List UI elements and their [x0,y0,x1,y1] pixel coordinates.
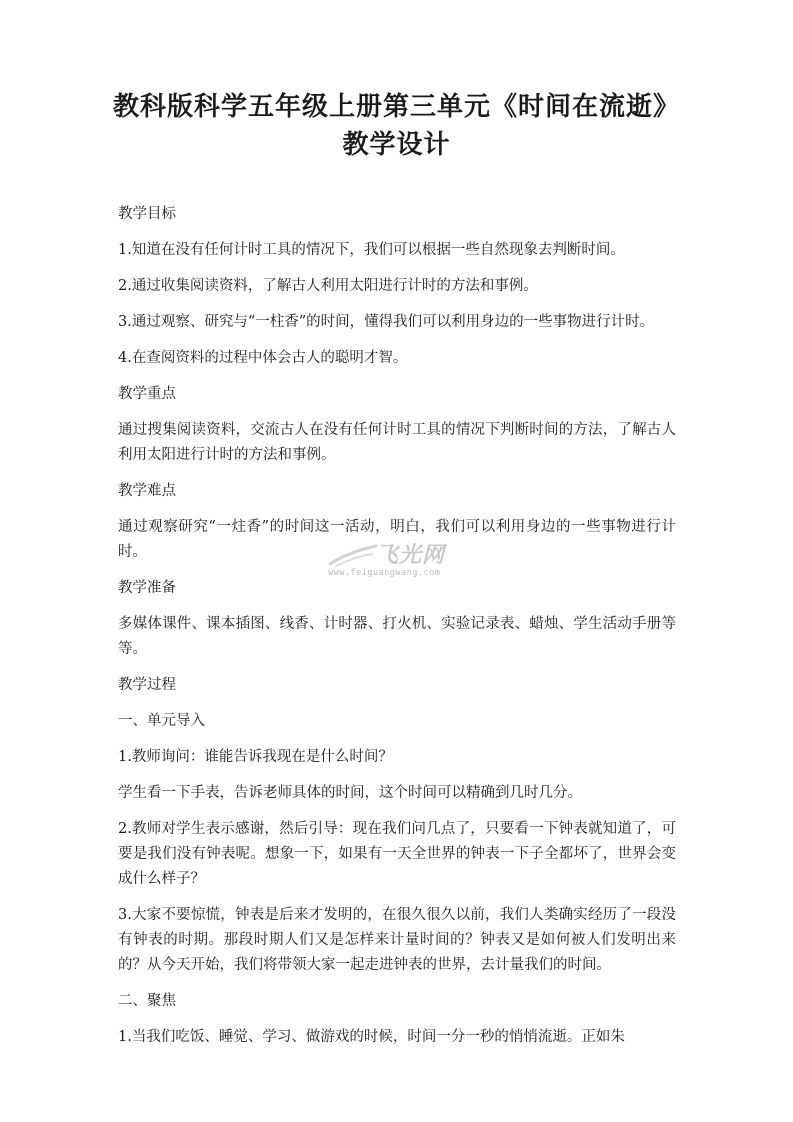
difficulties-text: 通过观察研究“一炷香”的时间这一活动，明白，我们可以利用身边的一些事物进行计时。 [118,519,676,560]
process-step-2: 2.教师对学生表示感谢，然后引导：现在我们问几点了，只要看一下钟表就知道了，可要是我们没有钟表呢。想象一下，如果有一天全世界的钟表一下子全都坏了，世界会变成什么样子？ [118,821,676,887]
section-heading-process: 教学过程 [118,677,176,693]
document-body [118,202,676,1061]
process-step-3: 3.大家不要惊慌，钟表是后来才发明的，在很久很久以前，我们人类确实经历了一段没有钟表的时期。那段时期人们又是怎样来计量时间的？钟表又是如何被人们发明出来的？从今天开始，我们将带领大家一起走进钟表的世界，去计量我们的时间。 [118,907,676,973]
section-heading-key-points: 教学重点 [118,386,176,402]
subsection-unit-intro: 一、单元导入 [118,713,205,729]
section-heading-difficulties: 教学难点 [118,483,176,499]
process-step-1-response: 学生看一下手表，告诉老师具体的时间，这个时间可以精确到几时几分。 [118,785,582,801]
objective-4: 4.在查阅资料的过程中体会古人的聪明才智。 [118,350,408,366]
section-heading-preparation: 教学准备 [118,580,176,596]
objective-1: 1.知道在没有任何计时工具的情况下，我们可以根据一些自然现象去判断时间。 [118,242,625,258]
subsection-focus: 二、聚焦 [118,993,176,1009]
document-title: 教科版科学五年级上册第三单元《时间在流逝》教学设计 [112,92,680,160]
section-heading-objectives: 教学目标 [118,206,176,222]
process-step-1: 1.教师询问：谁能告诉我现在是什么时间？ [118,749,393,765]
watermark-logo: 飞光网 [376,543,446,568]
key-points-text: 通过搜集阅读资料，交流古人在没有任何计时工具的情况下判断时间的方法，了解古人利用太阳进行计时的方法和事例。 [118,422,676,463]
focus-step-1: 1.当我们吃饭、睡觉、学习、做游戏的时候，时间一分一秒的悄悄流逝。正如朱 [118,1029,625,1045]
watermark-url: www.feiguangwang.com [328,568,441,578]
objective-2: 2.通过收集阅读资料，了解古人利用太阳进行计时的方法和事例。 [118,278,538,294]
preparation-text: 多媒体课件、课本插图、线香、计时器、打火机、实验记录表、蜡烛、学生活动手册等等。 [118,616,676,657]
objective-3: 3.通过观察、研究与“一柱香”的时间，懂得我们可以利用身边的一些事物进行计时。 [118,314,655,330]
